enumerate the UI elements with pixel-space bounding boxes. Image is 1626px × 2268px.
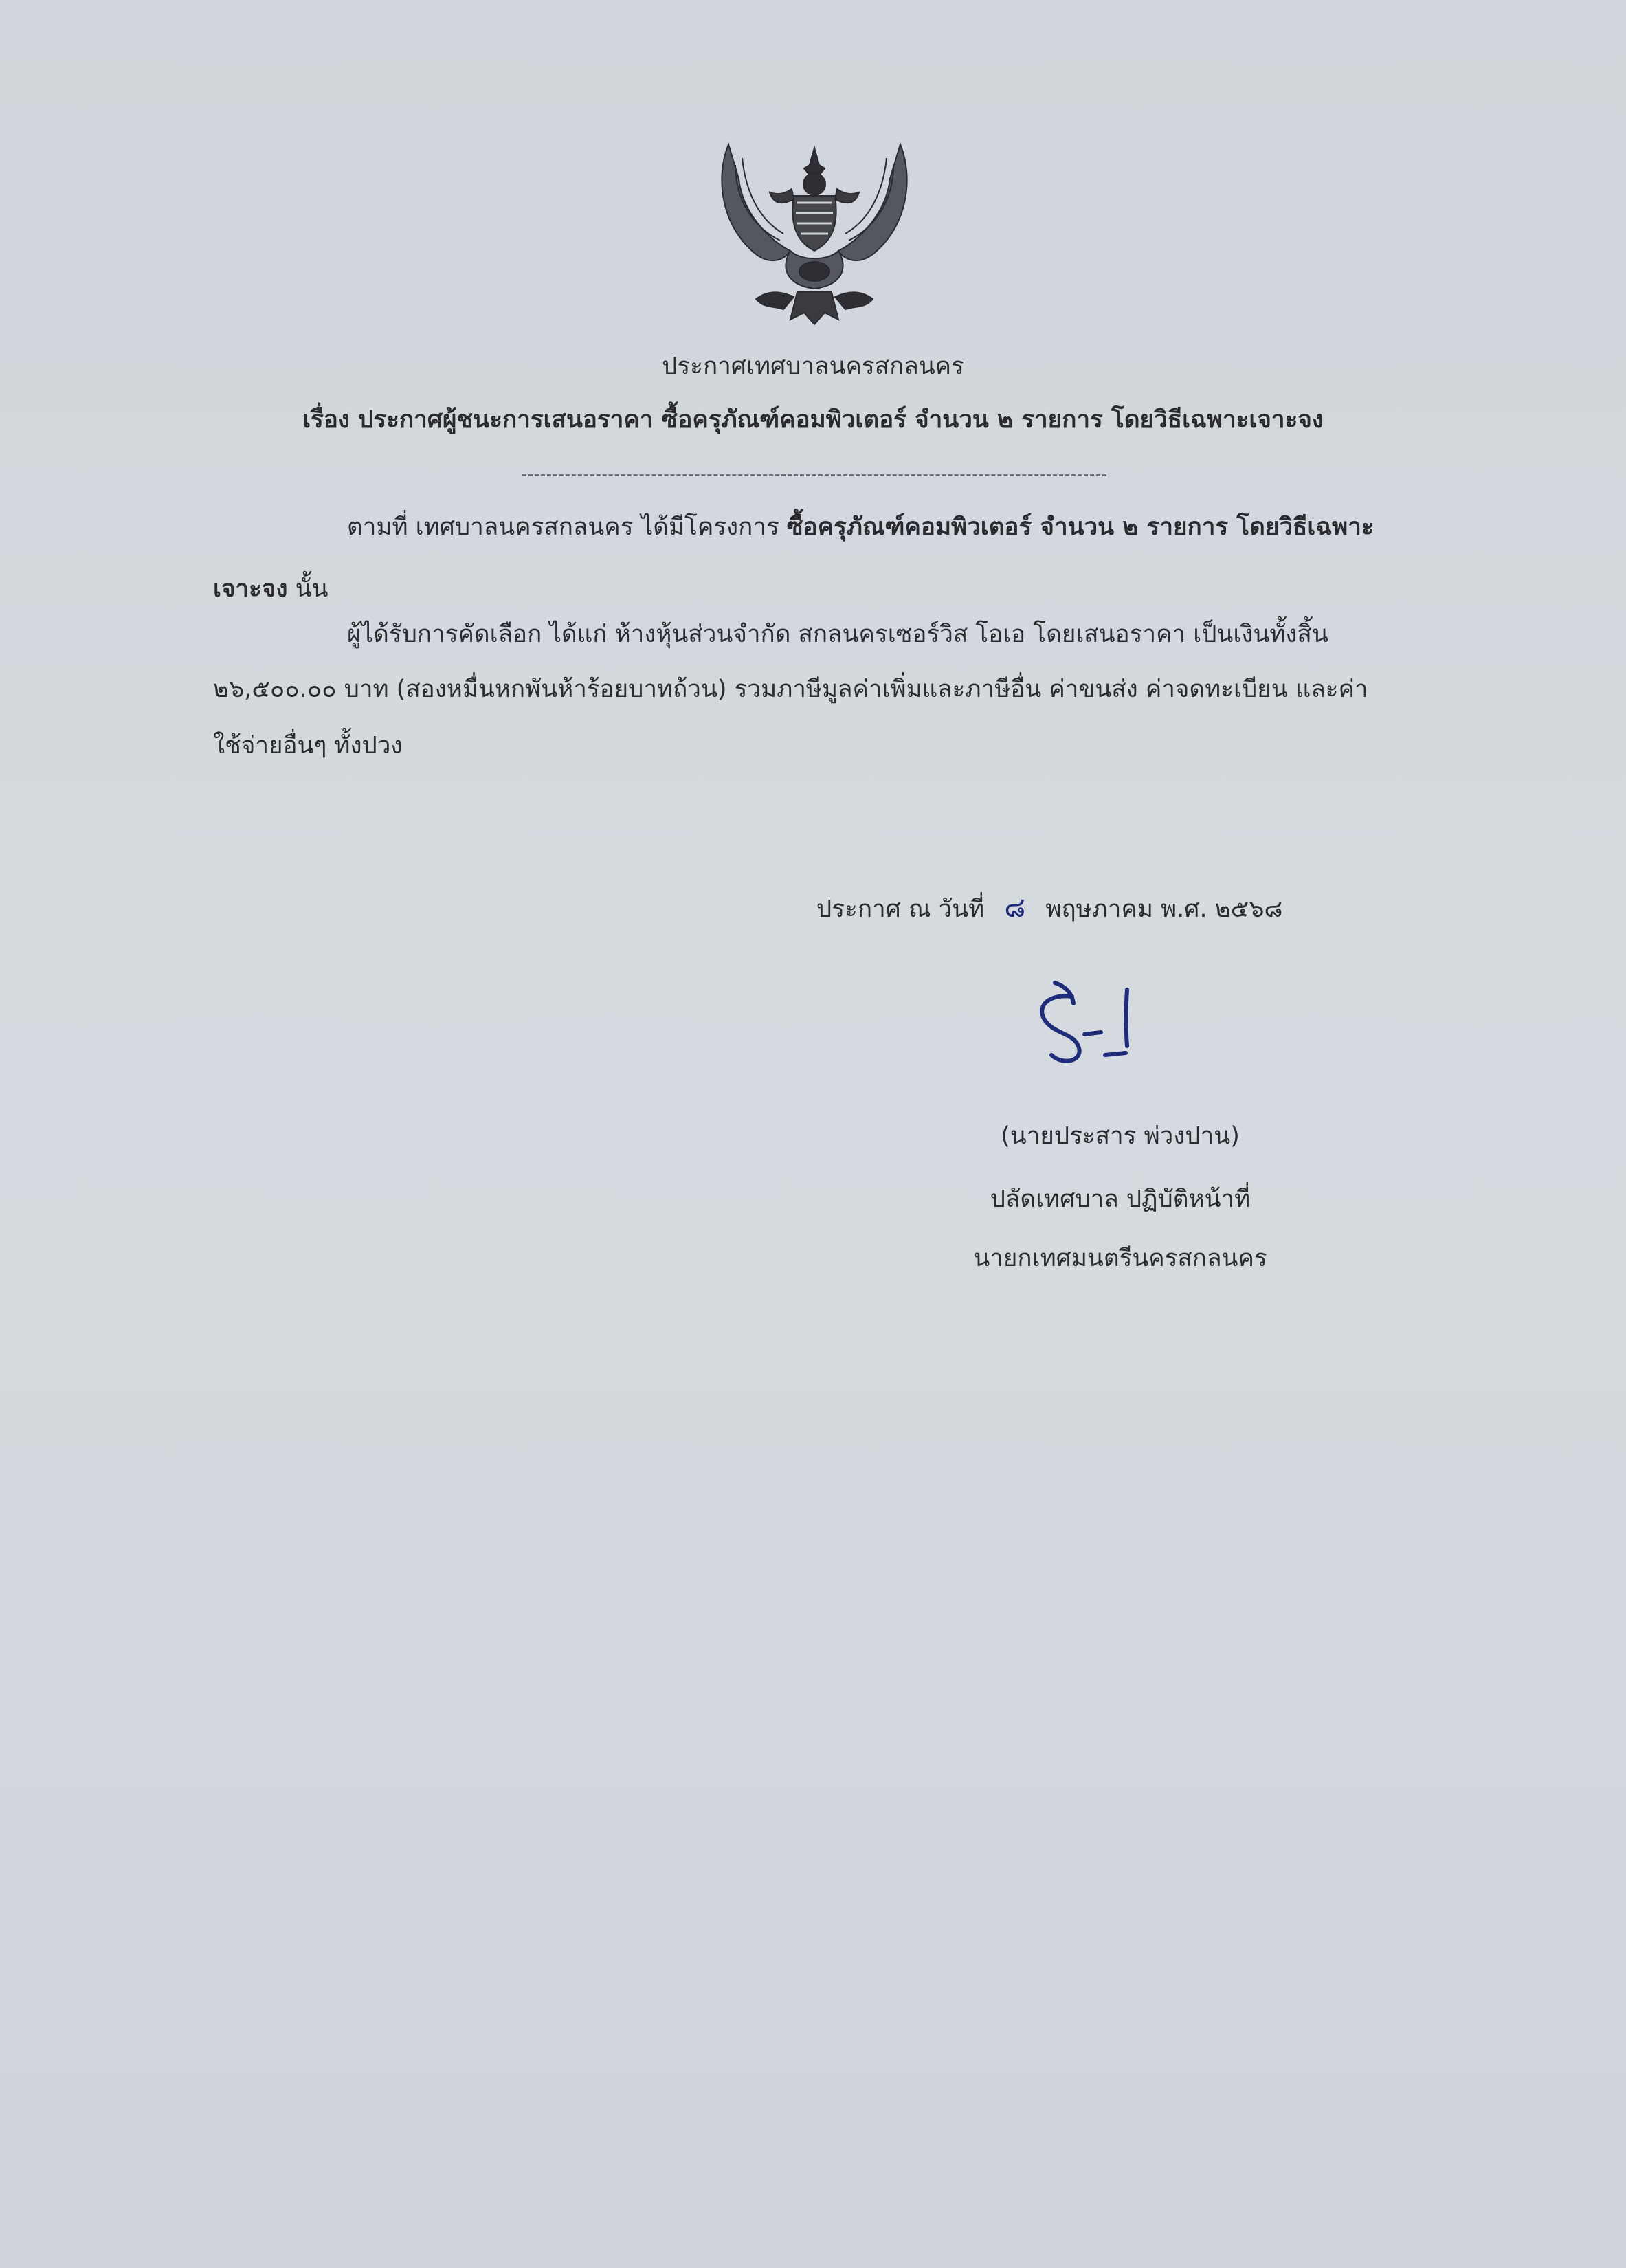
garuda-emblem-icon [715, 137, 914, 330]
divider [522, 474, 1106, 476]
body-paragraph-2-line-1: ผู้ได้รับการคัดเลือก ได้แก่ ห้างหุ้นส่วนจำกัด สกลนครเซอร์วิส โอเอ โดยเสนอราคา เป็นเงินทั้งสิ้น [347, 621, 1328, 648]
announcement-date [816, 891, 1283, 926]
body-paragraph-1-cont [213, 572, 328, 606]
body-paragraph-1 [347, 510, 1374, 544]
p1-project: ซื้อครุภัณฑ์คอมพิวเตอร์ จำนวน ๒ รายการ โดยวิธีเฉพาะ [786, 513, 1374, 541]
date-day: ๘ [1004, 892, 1026, 924]
date-month-year: พฤษภาคม พ.ศ. ๒๕๖๘ [1045, 896, 1283, 923]
document-title: ประกาศเทศบาลนครสกลนคร [662, 353, 964, 380]
body-paragraph-2-line-2: ๒๖,๕๐๐.๐๐ บาท (สองหมื่นหกพันห้าร้อยบาทถ้วน) รวมภาษีมูลค่าเพิ่มและภาษีอื่น ค่าขนส่ง ค่าจดทะเบียน และค่า [213, 676, 1368, 703]
p1-project-cont: เจาะจง [213, 575, 288, 603]
p1-intro: ตามที่ เทศบาลนครสกลนคร ได้มีโครงการ [347, 513, 779, 541]
signatory-name: (นายประสาร พ่วงปาน) [1001, 1122, 1240, 1150]
handwritten-signature [1024, 969, 1182, 1072]
signatory-position-1: ปลัดเทศบาล ปฏิบัติหน้าที่ [990, 1186, 1251, 1213]
date-prefix: ประกาศ ณ วันที่ [816, 896, 985, 923]
signatory-position-2: นายกเทศมนตรีนครสกลนคร [973, 1245, 1267, 1272]
p1-end: นั้น [287, 575, 328, 603]
document-subject: เรื่อง ประกาศผู้ชนะการเสนอราคา ซื้อครุภัณฑ์คอมพิวเตอร์ จำนวน ๒ รายการ โดยวิธีเฉพาะเจาะจง [302, 406, 1324, 434]
body-paragraph-2-line-3: ใช้จ่ายอื่นๆ ทั้งปวง [213, 732, 403, 759]
